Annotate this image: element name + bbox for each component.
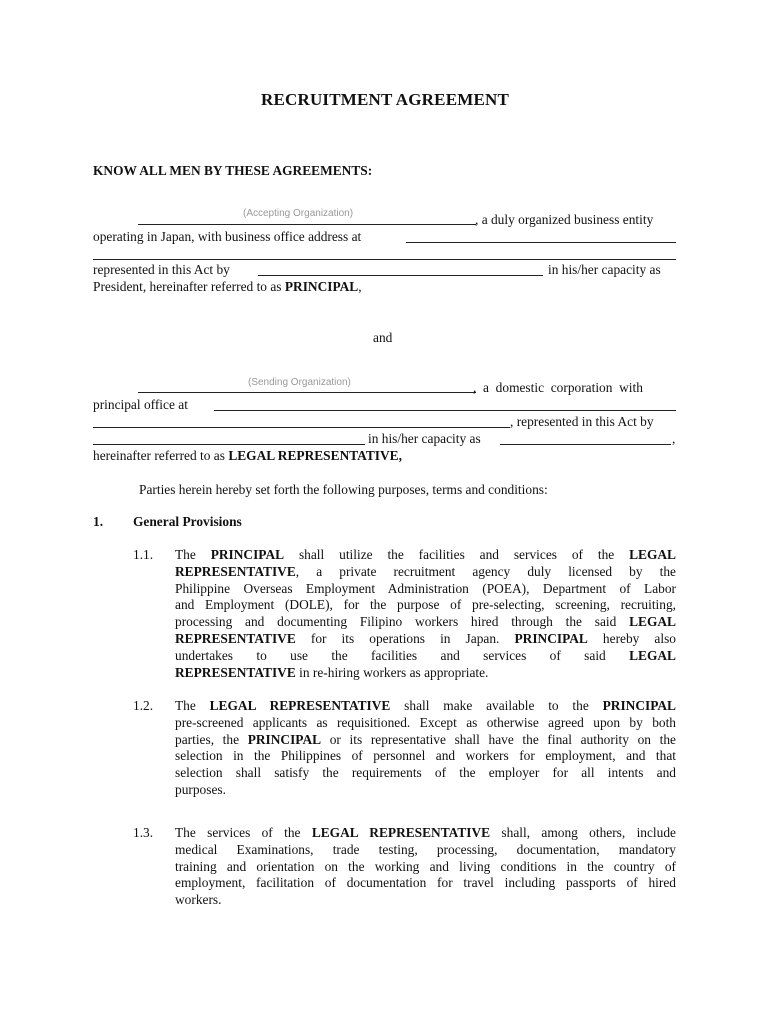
sending-capacity-field[interactable] xyxy=(500,444,671,445)
sending-definition: hereinafter referred to as LEGAL REPRESENTATIVE, xyxy=(93,448,402,463)
sending-representative-field[interactable] xyxy=(93,444,365,445)
clause-1-1: The PRINCIPAL shall utilize the facilities and services of the LEGAL REPRESENTATIVE, a private recruitment agency duly licensed by the Philippine Overseas Employment Administration (POEA), Department of Labor and Employment (DOLE), for the purpose of pre-selecting, screening, recruiting, processing and documenting Filipino workers hired through the said LEGAL REPRESENTATIVE for its operations in Japan. PRINCIPAL hereby also undertakes to use the facilities and services of said LEGAL REPRESENTATIVE in re-hiring workers as appropriate. xyxy=(175,547,676,680)
principal-definition: President, hereinafter referred to as PRINCIPAL, xyxy=(93,279,362,294)
document-title: RECRUITMENT AGREEMENT xyxy=(260,90,510,109)
accepting-org-field[interactable] xyxy=(138,224,476,225)
sending-capacity-label: in his/her capacity as xyxy=(368,431,481,446)
sending-office-label: principal office at xyxy=(93,397,188,412)
sending-office-field-2[interactable] xyxy=(93,427,510,428)
principal-representative-field[interactable] xyxy=(258,275,543,276)
principal-address-field-2[interactable] xyxy=(93,259,676,260)
sending-line4-end: , xyxy=(672,431,676,446)
sending-office-field[interactable] xyxy=(214,410,676,411)
clause-1-3: The services of the LEGAL REPRESENTATIVE shall, among others, include medical Examinations, trade testing, processing, documentation, mandatory training and orientation on the working and living conditions in the country of employment, facilitation of documentation for travel including passports of hired workers. xyxy=(175,825,676,908)
clause-1-2: The LEGAL REPRESENTATIVE shall make available to the PRINCIPAL pre-screened applicants as requisitioned. Except as otherwise agreed upon by both parties, the PRINCIPAL or its representative shall have the final authority on the selection in the Philippines of personnel and workers for employment, and that selection shall satisfy the requirements of the employer for all intents and purposes. xyxy=(175,698,676,797)
principal-line1-suffix: , a duly organized business entity xyxy=(475,212,654,227)
principal-address-label: operating in Japan, with business office address at xyxy=(93,229,362,244)
section-heading: General Provisions xyxy=(133,514,242,529)
clause-number-1-2: 1.2. xyxy=(133,698,154,713)
principal-address-field[interactable] xyxy=(406,242,676,243)
sending-org-field[interactable] xyxy=(138,392,476,393)
parties-statement: Parties herein hereby set forth the following purposes, terms and conditions: xyxy=(139,482,548,497)
sending-line1-suffix: , a domestic corporation with xyxy=(473,380,643,395)
section-number: 1. xyxy=(93,514,104,529)
clause-number-1-1: 1.1. xyxy=(133,547,154,562)
clause-number-1-3: 1.3. xyxy=(133,825,154,840)
intro-heading: KNOW ALL MEN BY THESE AGREEMENTS: xyxy=(93,163,373,178)
sending-represented-label: , represented in this Act by xyxy=(510,414,654,429)
accepting-org-placeholder: (Accepting Organization) xyxy=(243,208,354,219)
sending-org-placeholder: (Sending Organization) xyxy=(248,377,351,388)
and-separator: and xyxy=(373,330,393,345)
principal-capacity-label: in his/her capacity as xyxy=(548,262,661,277)
principal-represented-label: represented in this Act by xyxy=(93,262,230,277)
